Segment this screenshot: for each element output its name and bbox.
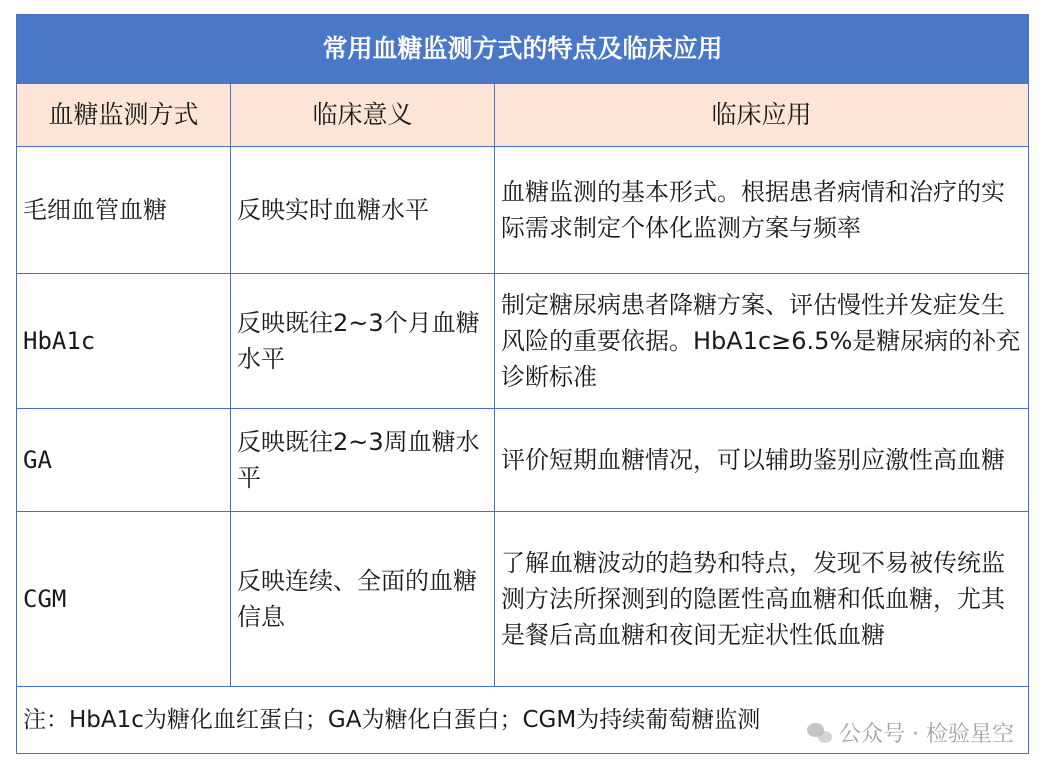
table-note-row [17,687,1029,754]
cell-method: CGM [17,512,231,687]
cell-application: 评价短期血糖情况，可以辅助鉴别应激性高血糖 [495,409,1029,512]
table-row [17,512,1029,687]
cell-method: GA [17,409,231,512]
monitoring-methods-table [16,14,1029,754]
cell-method: 毛细血管血糖 [17,147,231,274]
cell-meaning: 反映既往2~3周血糖水平 [231,409,495,512]
header-meaning: 临床意义 [231,84,495,147]
table-footnote: 注：HbA1c为糖化血红蛋白；GA为糖化白蛋白；CGM为持续葡萄糖监测 [17,687,1029,754]
table-title: 常用血糖监测方式的特点及临床应用 [17,15,1029,84]
watermark-text: 公众号 · 检验星空 [839,722,1014,747]
header-application: 临床应用 [495,84,1029,147]
table-title-row [17,15,1029,84]
cell-meaning: 反映连续、全面的血糖信息 [231,512,495,687]
blood-glucose-monitoring-table [16,14,1028,754]
cell-application: 制定糖尿病患者降糖方案、评估慢性并发症发生风险的重要依据。HbA1c≥6.5%是糖尿病的补充诊断标准 [495,274,1029,409]
table-row [17,409,1029,512]
table-row [17,274,1029,409]
table-header-row [17,84,1029,147]
cell-application: 血糖监测的基本形式。根据患者病情和治疗的实际需求制定个体化监测方案与频率 [495,147,1029,274]
cell-application: 了解血糖波动的趋势和特点，发现不易被传统监测方法所探测到的隐匿性高血糖和低血糖，尤其是餐后高血糖和夜间无症状性低血糖 [495,512,1029,687]
table-row [17,147,1029,274]
cell-meaning: 反映实时血糖水平 [231,147,495,274]
cell-meaning: 反映既往2~3个月血糖水平 [231,274,495,409]
header-method: 血糖监测方式 [17,84,231,147]
cell-method: HbA1c [17,274,231,409]
